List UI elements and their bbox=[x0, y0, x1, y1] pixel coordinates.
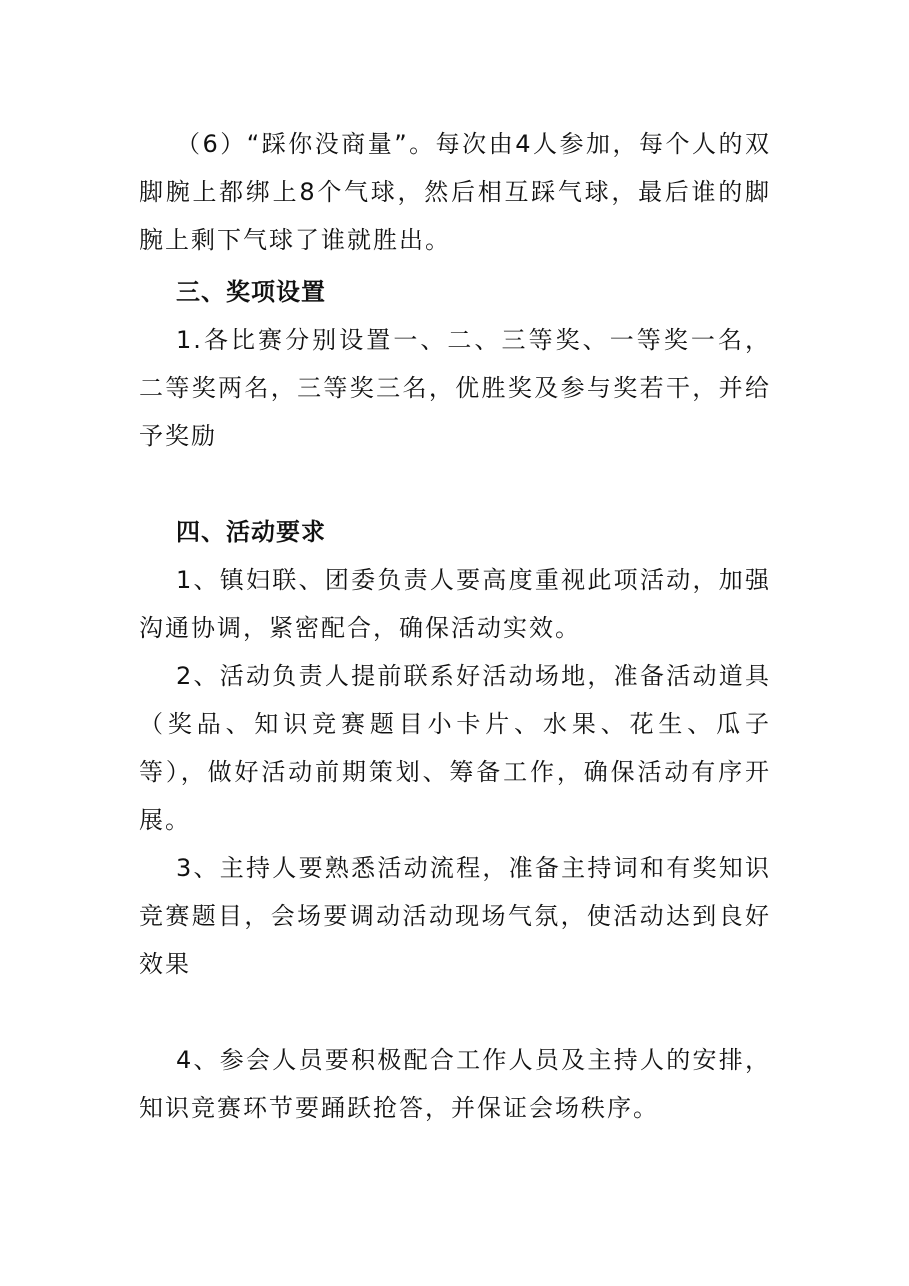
document-body bbox=[139, 120, 771, 1132]
section-heading-awards: 三、奖项设置 bbox=[176, 278, 326, 306]
blank-line bbox=[139, 460, 771, 508]
paragraph-requirement-1: 1、镇妇联、团委负责人要高度重视此项活动，加强沟通协调，紧密配合，确保活动实效。 bbox=[139, 566, 771, 642]
section-heading-requirements: 四、活动要求 bbox=[176, 518, 326, 546]
paragraph-requirement-2: 2、活动负责人提前联系好活动场地，准备活动道具（奖品、知识竞赛题目小卡片、水果、花生、瓜子等），做好活动前期策划、筹备工作，确保活动有序开展。 bbox=[139, 662, 771, 834]
blank-line bbox=[139, 988, 771, 1036]
paragraph-activity-6: （6）“踩你没商量”。每次由4人参加，每个人的双脚腕上都绑上8个气球，然后相互踩气球，最后谁的脚腕上剩下气球了谁就胜出。 bbox=[139, 130, 771, 254]
paragraph-awards-1: 1.各比赛分别设置一、二、三等奖、一等奖一名，二等奖两名，三等奖三名，优胜奖及参与奖若干，并给予奖励 bbox=[139, 326, 771, 450]
paragraph-requirement-4: 4、参会人员要积极配合工作人员及主持人的安排，知识竞赛环节要踊跃抢答，并保证会场秩序。 bbox=[139, 1046, 771, 1122]
paragraph-requirement-3: 3、主持人要熟悉活动流程，准备主持词和有奖知识竞赛题目，会场要调动活动现场气氛，使活动达到良好效果 bbox=[139, 854, 771, 978]
